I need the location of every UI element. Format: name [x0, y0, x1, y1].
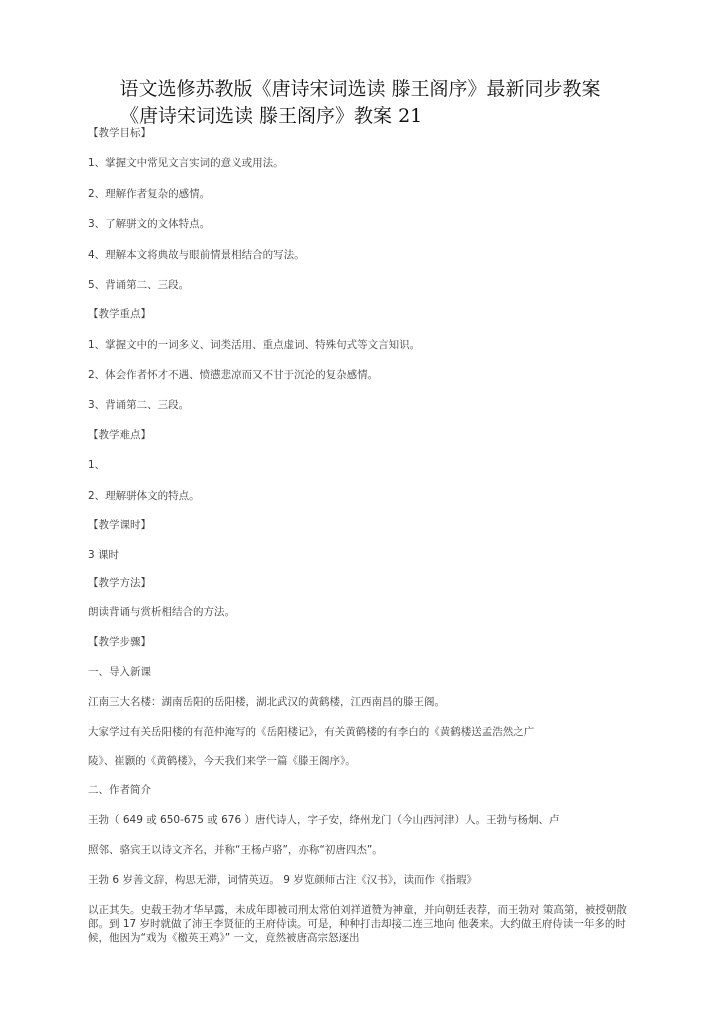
section-heading-objectives: 【教学目标】 [88, 127, 151, 139]
paragraph: 5、背诵第二、三段。 [88, 279, 190, 291]
paragraph: 3 课时 [88, 549, 120, 561]
paragraph: 王勃 6 岁善文辞，构思无滞，词情英迈。 9 岁览颜师古注《汉书》，读而作《指瑕》 [88, 874, 477, 886]
paragraph: 以正其失。史载王勃才华早露，未成年即被司刑太常伯刘祥道赞为神童，并向朝廷表荐，而王勃对 策高第，被授朝散郎。到 17 岁时就做了沛王李贤征的王府侍读。可是，种种打击却接二连三地向 他袭来。大约做王府侍读一年多的时候，他因为“戏为《檄英王鸡》” 一文，竟然被唐高宗怒逐出 [88, 904, 627, 944]
paragraph: 3、背诵第二、三段。 [88, 399, 190, 411]
paragraph: 王勃（ 649 或 650-675 或 676 ）唐代诗人，字子安，绛州龙门（今山西河津）人。王勃与杨炯、卢 [88, 814, 560, 826]
paragraph: 1、掌握文中常见文言实词的意义或用法。 [88, 157, 284, 169]
paragraph: 2、体会作者怀才不遇、愤懑悲凉而又不甘于沉沦的复杂感情。 [88, 369, 379, 381]
section-heading-methods: 【教学方法】 [88, 577, 151, 589]
document-title-line-2: 《唐诗宋词选读 滕王阁序》教案 21 [120, 105, 423, 127]
document-title-line-1: 语文选修苏教版《唐诗宋词选读 滕王阁序》最新同步教案 [119, 78, 601, 100]
subheading: 一、导入新课 [88, 666, 151, 678]
paragraph: 4、理解本文将典故与眼前情景相结合的写法。 [88, 249, 305, 261]
section-heading-periods: 【教学课时】 [88, 519, 151, 531]
paragraph: 2、理解作者复杂的感情。 [88, 188, 211, 200]
paragraph: 1、 [88, 459, 106, 471]
paragraph: 1、掌握文中的一词多义、词类活用、重点虚词、特殊句式等文言知识。 [88, 339, 421, 351]
section-heading-key-points: 【教学重点】 [88, 308, 151, 320]
paragraph: 3、了解骈文的文体特点。 [88, 218, 211, 230]
paragraph: 朗读背诵与赏析相结合的方法。 [88, 606, 235, 618]
subheading: 二、作者简介 [88, 784, 151, 796]
paragraph: 2、理解骈体文的特点。 [88, 490, 200, 502]
section-heading-difficulties: 【教学难点】 [88, 429, 151, 441]
paragraph: 陵》、崔颢的《黄鹤楼》，今天我们来学一篇《滕王阁序》。 [88, 755, 356, 767]
paragraph: 照邻、骆宾王以诗文齐名，并称“王杨卢骆”，亦称“初唐四杰”。 [88, 844, 383, 856]
paragraph: 江南三大名楼：湖南岳阳的岳阳楼，湖北武汉的黄鹤楼，江西南昌的滕王阁。 [88, 696, 445, 708]
section-heading-steps: 【教学步骤】 [88, 636, 151, 648]
paragraph: 大家学过有关岳阳楼的有范仲淹写的《岳阳楼记》，有关黄鹤楼的有李白的《黄鹤楼送孟浩然之广 [88, 726, 535, 738]
